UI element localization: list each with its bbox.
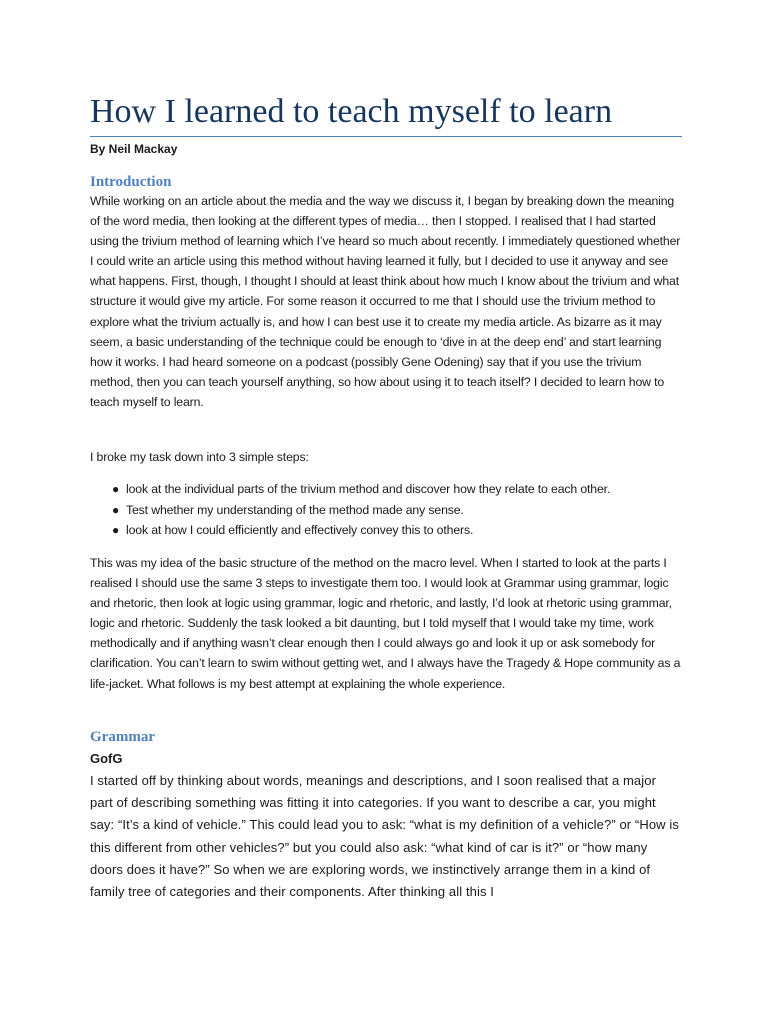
gofg-subheading: GofG bbox=[90, 751, 123, 766]
list-item bbox=[90, 479, 682, 500]
list-item-text: look at how I could efficiently and effectively convey this to others. bbox=[126, 523, 474, 538]
grammar-heading: Grammar bbox=[90, 729, 155, 745]
introduction-heading: Introduction bbox=[90, 174, 172, 190]
list-item bbox=[90, 520, 682, 541]
bullet-dot-icon: ● bbox=[112, 523, 120, 538]
list-item bbox=[90, 500, 682, 521]
introduction-paragraph-1: While working on an article about the media and the way we discuss it, I began by breaking down the meaning of the word media, then looking at the different types of media… then I stopped. I realised that I had started using the trivium method of learning which I’ve heard so much about recently. I immediately questioned whether I could write an article using this method without having learned it fully, but I decided to use it anyway and see what happens. First, though, I thought I should at least think about how much I know about the trivium and what structure it would give my article. For some reason it occurred to me that I should use the trivium method to explore what the trivium actually is, and how I can best use it to create my media article. As bizarre as it may seem, a basic understanding of the technique could be enough to ‘dive in at the deep end’ and start learning how it works. I had heard someone on a podcast (possibly Gene Odening) say that if you use the trivium method, then you can teach yourself anything, so how about using it to teach itself? I decided to learn how to teach myself to learn. bbox=[90, 194, 681, 409]
steps-list bbox=[90, 479, 682, 541]
title-underline-rule bbox=[90, 136, 682, 137]
introduction-paragraph-2: I broke my task down into 3 simple steps: bbox=[90, 450, 309, 464]
author-byline: By Neil Mackay bbox=[90, 142, 178, 156]
introduction-paragraph-3: This was my idea of the basic structure of the method on the macro level. When I started to look at the parts I realised I should use the same 3 steps to investigate them too. I would look at Grammar using grammar, logic and rhetoric, then look at logic using grammar, logic and rhetoric, and lastly, I’d look at rhetoric using grammar, logic and rhetoric. Suddenly the task looked a bit daunting, but I told myself that I would take my time, work methodically and if anything wasn’t clear enough then I could always go and look it up or ask somebody for clarification. You can’t learn to swim without getting wet, and I always have the Tragedy & Hope community as a life-jacket. What follows is my best attempt at explaining the whole experience. bbox=[90, 556, 681, 691]
list-item-text: look at the individual parts of the trivium method and discover how they relate to each other. bbox=[126, 482, 611, 496]
document-page bbox=[90, 0, 682, 1024]
bullet-dot-icon: ● bbox=[112, 502, 120, 517]
list-item-text: Test whether my understanding of the method made any sense. bbox=[126, 502, 464, 517]
document-title: How I learned to teach myself to learn bbox=[90, 93, 613, 130]
bullet-dot-icon: ● bbox=[112, 482, 120, 496]
grammar-paragraph-1: I started off by thinking about words, meanings and descriptions, and I soon realised that a major part of describing something was fitting it into categories. If you want to describe a car, you might say: “It’s a kind of vehicle.” This could lead you to ask: “what is my definition of a vehicle?” or “How is this different from other vehicles?” but you could also ask: “what kind of car is it?” or “how many doors does it have?” So when we are exploring words, we instinctively arrange them in a kind of family tree of categories and their components. After thinking all this I bbox=[90, 773, 679, 900]
